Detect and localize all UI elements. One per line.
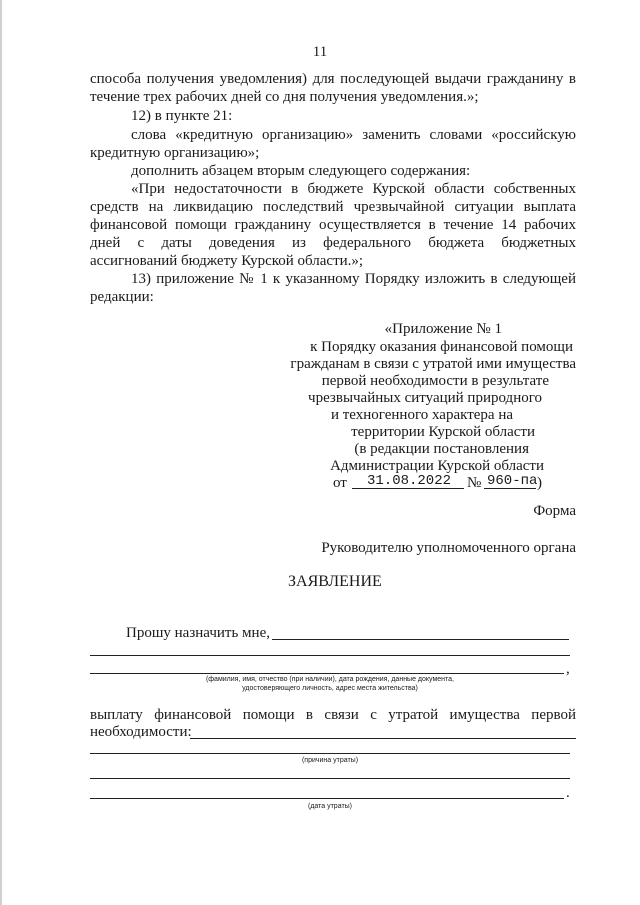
body-line: способа получения уведомления) для последующей выдачи гражданину в xyxy=(90,71,576,87)
body-line: кредитную организацию»; xyxy=(90,145,260,161)
order-number: 960-па xyxy=(487,473,538,489)
appendix-heading: «Приложение № 1 xyxy=(384,321,502,337)
appendix-line: Администрации Курской области xyxy=(330,458,544,474)
close-paren: ) xyxy=(537,475,542,491)
list-item-13: 13) приложение № 1 к указанному Порядку изложить в следующей xyxy=(131,271,576,287)
reason-field-line[interactable] xyxy=(90,753,570,754)
number-underline xyxy=(484,488,536,489)
payment-text: необходимости: xyxy=(90,724,192,740)
body-line: слова «кредитную организацию» заменить словами «российскую xyxy=(131,127,576,143)
extra-field-line[interactable] xyxy=(90,778,570,779)
name-field-line[interactable] xyxy=(272,639,569,640)
appendix-line: к Порядку оказания финансовой помощи xyxy=(310,339,573,355)
form-title: ЗАЯВЛЕНИЕ xyxy=(288,573,382,590)
comma: , xyxy=(566,661,570,677)
body-line: редакции: xyxy=(90,289,154,305)
period: . xyxy=(566,785,570,801)
scan-edge xyxy=(0,0,2,905)
page-number: 11 xyxy=(312,44,328,60)
order-date: 31.08.2022 xyxy=(366,473,451,489)
reason-caption: (причина утраты) xyxy=(301,757,359,764)
quote-line: ассигнований бюджету Курской области.»; xyxy=(90,253,364,269)
date-underline xyxy=(352,488,464,489)
person-field-line[interactable] xyxy=(90,673,564,674)
date-label: от xyxy=(333,475,347,491)
appendix-line: (в редакции постановления xyxy=(354,441,529,457)
person-field-line[interactable] xyxy=(90,655,570,656)
payment-text: выплату финансовой помощи в связи с утратой имущества первой xyxy=(90,707,576,723)
quote-line: средств на ликвидацию последствий чрезвычайной ситуации выплата xyxy=(90,199,576,215)
appendix-line: и техногенного характера на xyxy=(330,407,513,423)
quote-line: финансовой помощи гражданину осуществляется в течение 14 рабочих xyxy=(90,217,576,233)
number-label: № xyxy=(467,475,482,491)
quote-line: «При недостаточности в бюджете Курской области собственных xyxy=(131,181,576,197)
appendix-line: территории Курской области xyxy=(351,424,535,440)
quote-line: дней с даты доведения из федерального бюджета бюджетных xyxy=(90,235,576,251)
appendix-line: чрезвычайных ситуаций природного xyxy=(308,390,542,406)
date-caption: (дата утраты) xyxy=(307,803,353,810)
request-label: Прошу назначить мне, xyxy=(126,625,270,641)
appendix-line: первой необходимости в результате xyxy=(321,373,549,389)
list-item-12: 12) в пункте 21: xyxy=(131,108,233,124)
person-caption: удостоверяющего личность, адрес места жительства) xyxy=(242,685,418,692)
appendix-line: гражданам в связи с утратой ими имущества xyxy=(290,356,576,372)
body-line: дополнить абзацем вторым следующего содержания: xyxy=(131,163,471,179)
date-field-line[interactable] xyxy=(90,798,564,799)
form-label: Форма xyxy=(533,503,576,519)
body-line: течение трех рабочих дней со дня получения уведомления.»; xyxy=(90,89,479,105)
reason-field-line[interactable] xyxy=(190,738,576,739)
person-caption: (фамилия, имя, отчество (при наличии), дата рождения, данные документа, xyxy=(205,676,455,683)
addressee: Руководителю уполномоченного органа xyxy=(321,540,576,556)
